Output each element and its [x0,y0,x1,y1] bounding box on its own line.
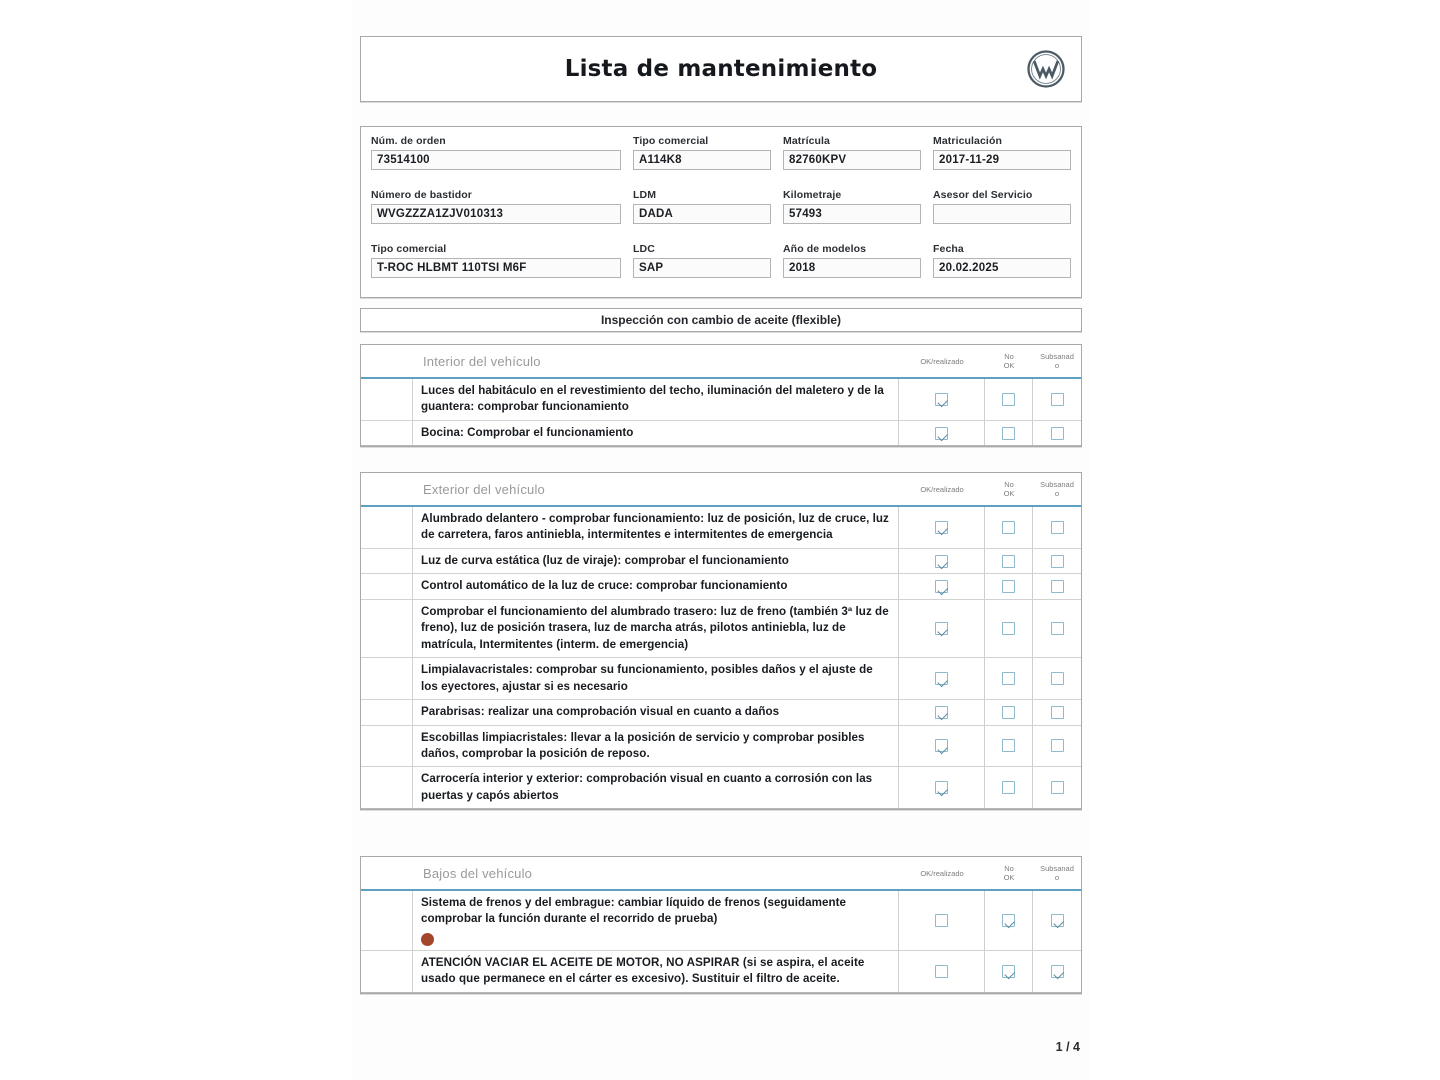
checklist-section [360,472,1082,810]
vehicle-data-block [360,126,1082,298]
section-header [361,473,1081,507]
checkbox-fixed[interactable] [1051,521,1064,534]
column-header-fixed-line1: Subsanad [1040,480,1074,490]
field-value[interactable]: 82760KPV [783,150,921,170]
checkbox-ok[interactable] [935,622,948,635]
checkbox-fixed[interactable] [1051,739,1064,752]
checklist-row [361,507,1081,549]
row-text-label: Luces del habitáculo en el revestimiento del techo, iluminación del maletero y de la guantera: comprobar funcionamiento [421,384,884,414]
row-gutter [361,421,413,445]
checkbox-fixed-cell[interactable] [1033,507,1081,548]
column-header-fixed-line1: Subsanad [1040,864,1074,874]
checkbox-fixed-cell[interactable] [1033,891,1081,950]
checklist-row [361,767,1081,809]
row-text [413,767,899,808]
row-gutter [361,574,413,598]
inspection-type-banner [360,308,1082,332]
column-header-fixed [1033,481,1081,498]
row-text [413,379,899,420]
checkbox-fixed-cell[interactable] [1033,574,1081,598]
checklist-row [361,549,1081,574]
checkbox-ok-cell[interactable] [899,726,985,767]
section-rows [361,379,1081,446]
row-gutter [361,891,413,950]
checkbox-not-ok-cell[interactable] [985,600,1033,657]
section-title: Interior del vehículo [423,353,541,369]
row-text-label: Sistema de frenos y del embrague: cambiar líquido de frenos (seguidamente comprobar la función durante el recorrido de prueba) [421,896,846,926]
field-value[interactable]: 2018 [783,258,921,278]
checkbox-ok-cell[interactable] [899,507,985,548]
field-ldm [633,189,771,243]
column-headers [899,473,1081,507]
section-title: Exterior del vehículo [423,481,545,497]
checkbox-not-ok[interactable] [1002,965,1015,978]
column-header-not-ok-line1: No [1004,480,1014,490]
field-value[interactable]: WVGZZZA1ZJV010313 [371,204,621,224]
checkbox-fixed[interactable] [1051,706,1064,719]
checkbox-ok-cell[interactable] [899,767,985,808]
vw-logo-icon [1025,48,1067,90]
checklist-row [361,658,1081,700]
field-label: Matriculación [933,135,1002,147]
checkbox-not-ok[interactable] [1002,555,1015,568]
row-text [413,574,899,598]
checkbox-fixed[interactable] [1051,555,1064,568]
field-label: Tipo comercial [371,243,447,255]
checkbox-not-ok-cell[interactable] [985,891,1033,950]
checkbox-ok[interactable] [935,427,948,440]
field-numero-de-bastidor [371,189,621,243]
row-gutter [361,507,413,548]
section-rows [361,891,1081,993]
field-matriculacion [933,135,1071,189]
checkbox-ok-cell[interactable] [899,379,985,420]
checkbox-fixed-cell[interactable] [1033,700,1081,724]
field-value[interactable]: SAP [633,258,771,278]
column-header-fixed-line2: o [1054,873,1060,882]
row-text-label: Control automático de la luz de cruce: comprobar funcionamiento [421,579,788,593]
checkbox-ok[interactable] [935,739,948,752]
checkbox-not-ok[interactable] [1002,914,1015,927]
checklist-row [361,574,1081,599]
field-value[interactable]: 20.02.2025 [933,258,1071,278]
column-header-not-ok-line2: OK [1003,489,1015,498]
checkbox-not-ok[interactable] [1002,622,1015,635]
field-asesor-del-servicio [933,189,1071,243]
checkbox-not-ok-cell[interactable] [985,726,1033,767]
row-text [413,507,899,548]
checkbox-ok-cell[interactable] [899,574,985,598]
checkbox-not-ok-cell[interactable] [985,379,1033,420]
column-header-ok: OK/realizado [920,484,964,494]
checklist-row [361,700,1081,725]
checkbox-not-ok[interactable] [1002,580,1015,593]
checkbox-fixed-cell[interactable] [1033,951,1081,992]
row-text [413,726,899,767]
row-text-label: Escobillas limpiacristales: llevar a la posición de servicio y comprobar posibles daños, comprobar la posición de reposo. [421,730,865,760]
checklist-section [360,344,1082,447]
checkbox-not-ok[interactable] [1002,706,1015,719]
field-value[interactable]: 2017-11-29 [933,150,1071,170]
checkbox-not-ok-cell[interactable] [985,421,1033,445]
column-headers [899,857,1081,891]
checkbox-ok[interactable] [935,521,948,534]
row-text-label: Alumbrado delantero - comprobar funcionamiento: luz de posición, luz de cruce, luz de carretera, faros antiniebla, intermitentes e intermitentes de emergencia [421,512,889,542]
field-matricula [783,135,921,189]
checklist-row [361,421,1081,446]
checkbox-fixed[interactable] [1051,672,1064,685]
checkbox-ok-cell[interactable] [899,549,985,573]
checkbox-not-ok-cell[interactable] [985,574,1033,598]
checkbox-ok[interactable] [935,555,948,568]
column-header-not-ok-line1: No [1004,352,1014,362]
field-label: Tipo comercial [633,135,709,147]
checkbox-fixed[interactable] [1051,781,1064,794]
section-rows [361,507,1081,809]
section-header [361,345,1081,379]
inspection-type-label: Inspección con cambio de aceite (flexible) [600,313,842,327]
row-text-label: Carrocería interior y exterior: comprobación visual en cuanto a corrosión con las puertas y capós abiertos [421,772,873,802]
column-header-not-ok [985,481,1033,498]
checkbox-not-ok-cell[interactable] [985,700,1033,724]
column-header-ok: OK/realizado [920,868,964,878]
checklist-row [361,951,1081,993]
checkbox-not-ok[interactable] [1002,521,1015,534]
page-number: 1 / 4 [1055,1040,1080,1054]
checkbox-fixed[interactable] [1051,393,1064,406]
document-title-bar [360,36,1082,102]
checkbox-fixed-cell[interactable] [1033,767,1081,808]
checkbox-not-ok-cell[interactable] [985,767,1033,808]
column-header-fixed-line1: Subsanad [1040,352,1074,362]
column-header-not-ok-line2: OK [1003,873,1015,882]
row-gutter [361,379,413,420]
checkbox-ok[interactable] [935,781,948,794]
field-label: Número de bastidor [371,189,472,201]
column-headers [899,345,1081,379]
row-gutter [361,700,413,724]
field-tipo-comercial-code [633,135,771,189]
checkbox-ok[interactable] [935,672,948,685]
field-label: LDC [633,243,655,255]
field-label: Año de modelos [783,243,867,255]
checkbox-not-ok-cell[interactable] [985,507,1033,548]
row-gutter [361,767,413,808]
checkbox-fixed-cell[interactable] [1033,379,1081,420]
field-label: Asesor del Servicio [933,189,1033,201]
checkbox-not-ok[interactable] [1002,427,1015,440]
column-header-ok: OK/realizado [920,356,964,366]
checkbox-ok[interactable] [935,393,948,406]
row-text-label: Limpialavacristales: comprobar su funcionamiento, posibles daños y el ajuste de los eyectores, ajustar si es necesario [421,663,873,693]
checkbox-ok-cell[interactable] [899,891,985,950]
page-title: Lista de mantenimiento [564,56,878,82]
checkbox-ok[interactable] [935,706,948,719]
row-gutter [361,726,413,767]
column-header-not-ok [985,865,1033,882]
field-ldc [633,243,771,297]
column-header-fixed [1033,353,1081,370]
checklist-row [361,891,1081,951]
checkbox-not-ok[interactable] [1002,739,1015,752]
checkbox-ok-cell[interactable] [899,600,985,657]
field-value[interactable]: 73514100 [371,150,621,170]
checkbox-fixed[interactable] [1051,914,1064,927]
column-header-not-ok [985,353,1033,370]
row-text [413,891,899,950]
row-text [413,951,899,992]
field-fecha [933,243,1071,297]
field-value[interactable]: 57493 [783,204,921,224]
column-header-fixed-line2: o [1054,361,1060,370]
row-gutter [361,600,413,657]
row-text-label: Comprobar el funcionamiento del alumbrado trasero: luz de freno (también 3ª luz de freno), luz de posición trasera, luz de marcha atrás, pilotos antiniebla, luz de matrícula, Intermitentes (interm. de emergencia) [421,604,889,651]
checkbox-ok-cell[interactable] [899,658,985,699]
checkbox-ok-cell[interactable] [899,951,985,992]
section-header [361,857,1081,891]
checkbox-ok[interactable] [935,965,948,978]
field-tipo-comercial-name [371,243,621,297]
attention-dot-icon [421,933,434,946]
vehicle-field-grid [371,135,1071,297]
checklist-row [361,379,1081,421]
row-text-label: Parabrisas: realizar una comprobación visual en cuanto a daños [421,705,780,719]
field-value[interactable]: DADA [633,204,771,224]
checkbox-not-ok[interactable] [1002,781,1015,794]
checkbox-fixed-cell[interactable] [1033,600,1081,657]
field-value[interactable]: T-ROC HLBMT 110TSI M6F [371,258,621,278]
field-kilometraje [783,189,921,243]
checkbox-not-ok[interactable] [1002,393,1015,406]
checkbox-fixed-cell[interactable] [1033,726,1081,767]
checkbox-not-ok-cell[interactable] [985,951,1033,992]
checkbox-ok[interactable] [935,914,948,927]
column-header-not-ok-line2: OK [1003,361,1015,370]
column-header-fixed-line2: o [1054,489,1060,498]
checkbox-not-ok[interactable] [1002,672,1015,685]
checklist-row [361,726,1081,768]
field-value[interactable] [933,204,1071,224]
field-ano-de-modelos [783,243,921,297]
row-gutter [361,549,413,573]
row-text-label: ATENCIÓN VACIAR EL ACEITE DE MOTOR, NO ASPIRAR (si se aspira, el aceite usado que permanece en el cárter es excesivo). Sustituir el filtro de aceite. [421,955,865,986]
field-label: Kilometraje [783,189,842,201]
checkbox-fixed-cell[interactable] [1033,549,1081,573]
checkbox-ok[interactable] [935,580,948,593]
checkbox-fixed[interactable] [1051,965,1064,978]
column-header-fixed [1033,865,1081,882]
checkbox-not-ok-cell[interactable] [985,549,1033,573]
row-text-label: Luz de curva estática (luz de viraje): comprobar el funcionamiento [421,553,789,567]
field-label: Matrícula [783,135,830,147]
checkbox-not-ok-cell[interactable] [985,658,1033,699]
row-text [413,700,899,724]
checkbox-fixed[interactable] [1051,580,1064,593]
column-header-not-ok-line1: No [1004,864,1014,874]
row-gutter [361,951,413,992]
checkbox-fixed-cell[interactable] [1033,658,1081,699]
checkbox-fixed[interactable] [1051,622,1064,635]
scanned-document-page [352,0,1090,1080]
field-value[interactable]: A114K8 [633,150,771,170]
checklist-row [361,600,1081,658]
row-text [413,421,899,445]
checkbox-fixed-cell[interactable] [1033,421,1081,445]
checkbox-ok-cell[interactable] [899,700,985,724]
row-text [413,600,899,657]
field-num-de-orden [371,135,621,189]
row-gutter [361,658,413,699]
checkbox-fixed[interactable] [1051,427,1064,440]
checklist-section [360,856,1082,994]
row-text [413,549,899,573]
row-text-label: Bocina: Comprobar el funcionamiento [421,425,634,439]
row-text [413,658,899,699]
field-label: Núm. de orden [371,135,446,147]
field-label: LDM [633,189,657,201]
field-label: Fecha [933,243,964,255]
checkbox-ok-cell[interactable] [899,421,985,445]
section-title: Bajos del vehículo [423,865,533,881]
